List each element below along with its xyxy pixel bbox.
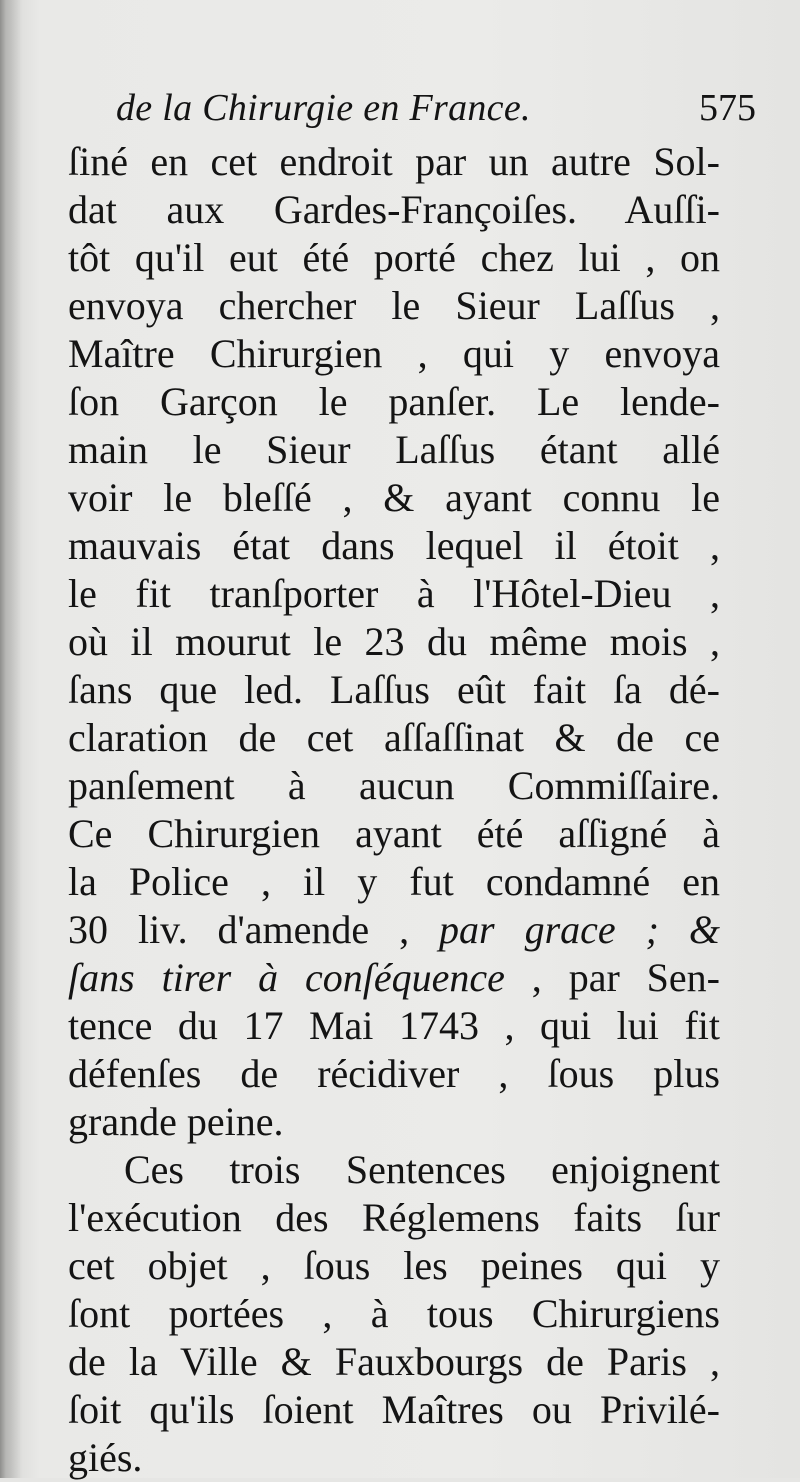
text-line: envoya chercher le Sieur Laſſus , bbox=[68, 283, 720, 328]
text-line: dat aux Gardes-Françoiſes. Auſſi- bbox=[68, 187, 720, 232]
text-line: tôt qu'il eut été porté chez lui , on bbox=[68, 235, 720, 280]
running-head bbox=[116, 86, 756, 136]
text-line: ſans que led. Laſſus eût fait ſa dé- bbox=[68, 667, 720, 712]
text-line: tence du 17 Mai 1743 , qui lui fit bbox=[68, 1003, 720, 1048]
text-line: défenſes de récidiver , ſous plus bbox=[68, 1051, 720, 1096]
text-line-mixed bbox=[68, 954, 720, 1002]
text-line: giés. bbox=[68, 1435, 143, 1480]
paragraph-first-line: Ces trois Sentences enjoignent bbox=[124, 1147, 720, 1192]
body-text bbox=[68, 138, 720, 1482]
page-number: 575 bbox=[699, 87, 756, 129]
text-line: Ce Chirurgien ayant été aſſigné à bbox=[68, 811, 720, 856]
text-segment: 30 liv. d'amende , bbox=[68, 907, 440, 952]
text-line: grande peine. bbox=[68, 1099, 284, 1144]
text-line: voir le bleſſé , & ayant connu le bbox=[68, 475, 720, 520]
italic-segment: par grace ; & bbox=[439, 907, 720, 952]
text-line: la Police , il y fut condamné en bbox=[68, 859, 720, 904]
text-line: l'exécution des Réglemens faits ſur bbox=[68, 1195, 720, 1240]
text-line: où il mourut le 23 du même mois , bbox=[68, 619, 720, 664]
text-line: le fit tranſporter à l'Hôtel-Dieu , bbox=[68, 571, 720, 616]
text-line: panſement à aucun Commiſſaire. bbox=[68, 763, 720, 808]
text-line-mixed bbox=[68, 906, 720, 954]
text-line: cet objet , ſous les peines qui y bbox=[68, 1243, 720, 1288]
text-line: ſont portées , à tous Chirurgiens bbox=[68, 1291, 720, 1336]
text-line: mauvais état dans lequel il étoit , bbox=[68, 523, 720, 568]
text-line: ſon Garçon le panſer. Le lende- bbox=[68, 379, 720, 424]
text-segment: , par Sen- bbox=[504, 955, 720, 1000]
text-line: claration de cet aſſaſſinat & de ce bbox=[68, 715, 720, 760]
text-line: ſiné en cet endroit par un autre Sol- bbox=[68, 139, 720, 184]
text-line: Maître Chirurgien , qui y envoya bbox=[68, 331, 720, 376]
text-line: main le Sieur Laſſus étant allé bbox=[68, 427, 720, 472]
italic-segment: ſans tirer à conſéquence bbox=[68, 955, 505, 1000]
text-line: ſoit qu'ils ſoient Maîtres ou Privilé- bbox=[68, 1387, 720, 1432]
binding-shadow bbox=[0, 0, 22, 1478]
running-title: de la Chirurgie en France. bbox=[116, 87, 531, 129]
text-line: de la Ville & Fauxbourgs de Paris , bbox=[68, 1339, 720, 1384]
